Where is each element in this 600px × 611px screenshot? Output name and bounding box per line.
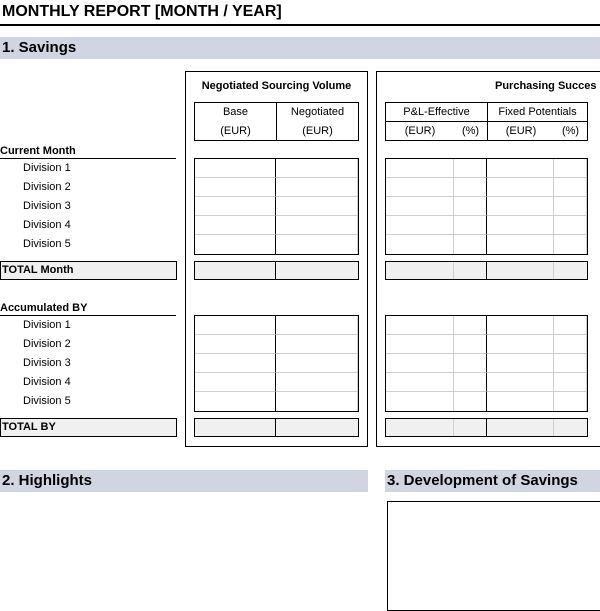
cell[interactable] <box>195 197 276 216</box>
cell[interactable] <box>454 392 487 411</box>
cell[interactable] <box>195 373 276 392</box>
cell[interactable] <box>386 216 454 235</box>
cell[interactable] <box>276 354 358 373</box>
cell[interactable] <box>276 373 358 392</box>
cell[interactable] <box>276 316 358 335</box>
volume-total-month-row <box>194 261 359 280</box>
success-header-midline <box>386 121 587 122</box>
cell[interactable] <box>386 316 454 335</box>
cell[interactable] <box>487 235 554 254</box>
cell[interactable] <box>195 262 276 279</box>
cell[interactable] <box>195 392 276 411</box>
cell[interactable] <box>386 262 454 279</box>
accumulated-division-3-label: Division 3 <box>23 357 71 369</box>
accumulated-division-1-label: Division 1 <box>23 319 71 331</box>
report-title: MONTHLY REPORT [MONTH / YEAR] <box>0 0 600 26</box>
cell[interactable] <box>487 354 554 373</box>
cell[interactable] <box>276 159 358 178</box>
cell[interactable] <box>195 354 276 373</box>
cell[interactable] <box>386 419 454 436</box>
section-highlights-header: 2. Highlights <box>0 470 368 492</box>
success-current-grid <box>385 158 588 255</box>
current-division-2-label: Division 2 <box>23 181 71 193</box>
success-header <box>385 102 588 141</box>
accumulated-underline <box>0 315 176 316</box>
development-chart-box <box>387 501 600 611</box>
volume-header <box>194 102 359 141</box>
volume-total-by-row <box>194 418 359 437</box>
current-division-5-label: Division 5 <box>23 238 71 250</box>
fixed-potentials-header: Fixed Potentials <box>498 106 577 118</box>
cell[interactable] <box>487 392 554 411</box>
cell[interactable] <box>276 262 358 279</box>
current-month-underline <box>0 158 176 159</box>
accumulated-division-4-label: Division 4 <box>23 376 71 388</box>
cell[interactable] <box>487 373 554 392</box>
cell[interactable] <box>487 159 554 178</box>
volume-panel-title: Negotiated Sourcing Volume <box>201 80 352 92</box>
volume-accumulated-grid <box>194 315 359 412</box>
current-division-1-label: Division 1 <box>23 162 71 174</box>
negotiated-unit: (EUR) <box>302 125 333 137</box>
section-development-header: 3. Development of Savings <box>385 470 600 492</box>
cell[interactable] <box>554 373 587 392</box>
cell[interactable] <box>195 419 276 436</box>
current-month-header: Current Month <box>0 145 76 157</box>
pl-effective-header: P&L-Effective <box>403 106 470 118</box>
cell[interactable] <box>554 216 587 235</box>
cell[interactable] <box>554 392 587 411</box>
accumulated-division-5-label: Division 5 <box>23 395 71 407</box>
accumulated-division-2-label: Division 2 <box>23 338 71 350</box>
cell[interactable] <box>454 235 487 254</box>
cell[interactable] <box>454 335 487 354</box>
cell[interactable] <box>454 316 487 335</box>
cell[interactable] <box>454 159 487 178</box>
cell[interactable] <box>195 178 276 197</box>
fixed-pct-unit: (%) <box>561 125 580 137</box>
cell[interactable] <box>487 335 554 354</box>
cell[interactable] <box>195 235 276 254</box>
cell[interactable] <box>554 159 587 178</box>
cell[interactable] <box>487 178 554 197</box>
total-month-label: TOTAL Month <box>0 261 177 280</box>
cell[interactable] <box>454 178 487 197</box>
cell[interactable] <box>386 197 454 216</box>
cell[interactable] <box>454 197 487 216</box>
cell[interactable] <box>554 178 587 197</box>
cell[interactable] <box>386 392 454 411</box>
success-panel <box>376 71 600 447</box>
cell[interactable] <box>454 216 487 235</box>
cell[interactable] <box>195 335 276 354</box>
volume-panel <box>185 71 368 447</box>
volume-current-grid <box>194 158 359 255</box>
cell[interactable] <box>195 159 276 178</box>
cell[interactable] <box>454 262 487 279</box>
total-by-label: TOTAL BY <box>0 418 177 437</box>
cell[interactable] <box>386 178 454 197</box>
success-accumulated-grid <box>385 315 588 412</box>
cell[interactable] <box>386 159 454 178</box>
base-col-header: Base <box>222 106 249 118</box>
cell[interactable] <box>454 419 487 436</box>
cell[interactable] <box>554 335 587 354</box>
cell[interactable] <box>276 419 358 436</box>
section-savings-header: 1. Savings <box>0 37 600 59</box>
cell[interactable] <box>554 354 587 373</box>
cell[interactable] <box>386 235 454 254</box>
cell[interactable] <box>454 354 487 373</box>
accumulated-header: Accumulated BY <box>0 302 88 314</box>
cell[interactable] <box>554 197 587 216</box>
cell[interactable] <box>276 197 358 216</box>
cell[interactable] <box>554 262 587 279</box>
cell[interactable] <box>487 419 554 436</box>
cell[interactable] <box>454 373 487 392</box>
cell[interactable] <box>554 235 587 254</box>
cell[interactable] <box>276 216 358 235</box>
cell[interactable] <box>195 316 276 335</box>
cell[interactable] <box>554 316 587 335</box>
pl-pct-unit: (%) <box>461 125 480 137</box>
success-panel-title: Purchasing Succes <box>495 80 597 92</box>
current-division-3-label: Division 3 <box>23 200 71 212</box>
success-total-by-row <box>385 418 588 437</box>
cell[interactable] <box>195 216 276 235</box>
cell[interactable] <box>386 354 454 373</box>
success-total-month-row <box>385 261 588 280</box>
cell[interactable] <box>276 235 358 254</box>
cell[interactable] <box>276 178 358 197</box>
base-unit: (EUR) <box>220 125 251 137</box>
cell[interactable] <box>386 373 454 392</box>
cell[interactable] <box>276 392 358 411</box>
cell[interactable] <box>276 335 358 354</box>
negotiated-col-header: Negotiated <box>290 106 345 118</box>
cell[interactable] <box>386 335 454 354</box>
cell[interactable] <box>487 316 554 335</box>
cell[interactable] <box>487 216 554 235</box>
pl-eur-unit: (EUR) <box>404 125 436 137</box>
cell[interactable] <box>487 197 554 216</box>
cell[interactable] <box>487 262 554 279</box>
cell[interactable] <box>554 419 587 436</box>
current-division-4-label: Division 4 <box>23 219 71 231</box>
fixed-eur-unit: (EUR) <box>505 125 537 137</box>
